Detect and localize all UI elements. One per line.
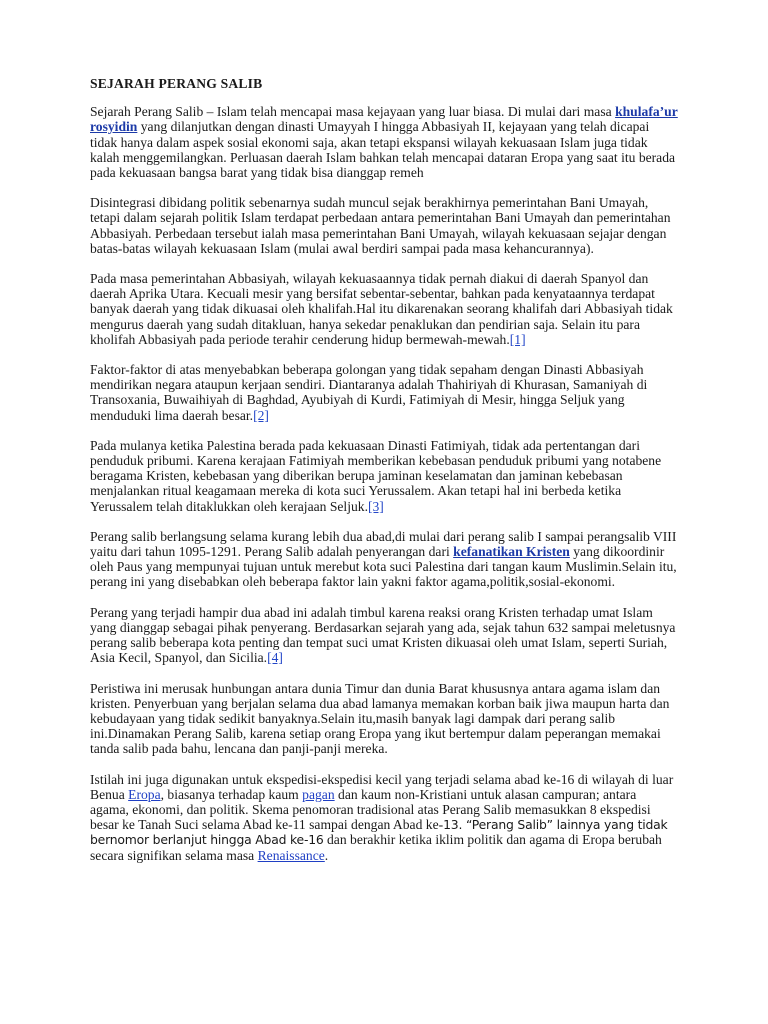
footnote-ref-1[interactable]: [1] — [509, 331, 526, 347]
paragraph-7 — [90, 605, 678, 666]
footnote-ref-4[interactable]: [4] — [267, 650, 283, 666]
paragraph-9 — [90, 772, 678, 863]
paragraph-text: Sejarah Perang Salib – Islam telah mencapai masa kejayaan yang luar biasa. Di mulai dari masa — [90, 104, 616, 120]
paragraph-text: . — [324, 847, 329, 863]
document-title: SEJARAH PERANG SALIB — [90, 76, 263, 91]
link-eropa[interactable]: Eropa — [128, 786, 161, 802]
link-khulafaur-rosyidin[interactable]: khulafa’ur rosyidin — [90, 104, 678, 135]
paragraph-1 — [90, 104, 678, 180]
paragraph-text: dan berakhir ketika iklim politik dan agama di Eropa berubah secara signifikan selama masa — [90, 832, 662, 863]
paragraph-text: Faktor-faktor di atas menyebabkan beberapa golongan yang tidak sepaham dengan Dinasti Abbasiyah mendirikan negara ataupun kerjaan sendiri. Diantaranya adalah Thahiriyah di Khurasan, Samaniyah di Transoxania, Buwaihiyah di Baghdad, Ayubiyah di Kurdi, Fatimiyah di Mesir, hingga Seljuk yang menduduki lima daerah besar. — [90, 362, 648, 423]
paragraph-3 — [90, 271, 678, 347]
footnote-ref-3[interactable]: [3] — [367, 498, 384, 514]
paragraph-text: yang dilanjutkan dengan dinasti Umayyah I hingga Abbasiyah II, kejayaan yang telah dicapai tidak hanya dalam aspek sosial ekonomi saja, akan tetapi ekspansi wilayah kekuasaan Islam juga tidak kalah menggemilangkan. Perluasan daerah Islam bahkan telah mencapai dataran Eropa yang saat itu berada pada kekuasaan bangsa barat yang tidak bisa dianggap remeh — [90, 119, 676, 181]
link-pagan[interactable]: pagan — [302, 786, 335, 802]
paragraph-5 — [90, 438, 678, 514]
paragraph-text: Pada masa pemerintahan Abbasiyah, wilayah kekuasaannya tidak pernah diakui di daerah Spanyol dan daerah Aprika Utara. Kecuali mesir yang bersifat sebentar-sebentar, bahkan pada kenyataannya terdapat banyak daerah yang tidak dikuasai oleh khalifah.Hal itu dikarenakan seorang khalifah dari Abbasiyah tidak mengurus daerah yang sudah ditakluan, hanya sekedar penaklukan dan pendirian saja. Selain itu para kholifah Abbasiyah pada periode terahir cenderung hidup bermewah-mewah. — [90, 271, 673, 347]
paragraph-2: Disintegrasi dibidang politik sebenarnya sudah muncul sejak berakhirnya pemerintahan Bani Umayah, tetapi dalam sejarah politik Islam terdapat perbedaan antara pemerintahan Bani Umayah dan pemerintahan Abbasiyah. Perbedaan tersebut ialah masa pemerintahan Bani Umayah, wilayah kekuasaan sejajar dengan batas-batas wilayah kekuasaan Islam (mulai awal berdiri sampai pada masa kehancurannya). — [90, 195, 671, 256]
link-renaissance[interactable]: Renaissance — [257, 847, 325, 863]
paragraph-text: Perang salib berlangsung selama kurang lebih dua abad,di mulai dari perang salib I sampai perangsalib VIII yaitu dari tahun 1095-1291. Perang Salib adalah penyerangan dari — [90, 528, 677, 560]
paragraph-text-mono: 13. “Perang Salib” lainnya yang tidak bernomor berlanjut hingga Abad ke-16 — [90, 817, 668, 848]
paragraph-text: Pada mulanya ketika Palestina berada pada kekuasaan Dinasti Fatimiyah, tidak ada pertentangan dari penduduk pribumi. Karena kerajaan Fatimiyah memberikan kebebasan penduduk pribumi yang notabene beragama Kristen, kebebasan yang diberikan berupa jaminan keselamatan dan jaminan kebebasan menjalankan ritual keagamaan mereka di kota suci Yerussalem. Akan tetapi hal ini berbeda ketika Yerussalem telah ditaklukkan oleh kerajaan Seljuk. — [90, 437, 662, 514]
paragraph-8: Peristiwa ini merusak hunbungan antara dunia Timur dan dunia Barat khususnya antara agama islam dan kristen. Penyerbuan yang berjalan selama dua abad lamanya memakan korban baik jiwa maupun harta dan kebudayaan yang tidak sedikit banyaknya.Selain itu,masih banyak lagi dampak dari perang salib ini.Dinamakan Perang Salib, karena setiap orang Eropa yang ikut bertempur dalam peperangan memakai tanda salib pada bahu, lencana dan panji-panji mereka. — [90, 680, 670, 757]
paragraph-text: Perang yang terjadi hampir dua abad ini adalah timbul karena reaksi orang Kristen terhadap umat Islam yang dianggap sebagai pihak penyerang. Berdasarkan sejarah yang ada, sejak tahun 632 sampai meletusnya perang salib beberapa kota penting dan tempat suci umat Kristen dikuasai oleh umat Islam, seperti Suriah, Asia Kecil, Spanyol, dan Sicilia. — [90, 604, 676, 666]
paragraph-6 — [90, 529, 678, 590]
paragraph-text: dan kaum non-Kristiani untuk alasan campuran; antara agama, ekonomi, dan politik. Skema penomoran tradisional atas Perang Salib memasukkan 8 ekspedisi besar ke Tanah Suci selama Abad ke-11 sampai dengan Abad ke- — [90, 786, 651, 833]
footnote-ref-2[interactable]: [2] — [253, 407, 269, 423]
paragraph-text: yang dikoordinir oleh Paus yang mempunyai tujuan untuk merebut kota suci Palestina dari tangan kaum Muslimin.Selain itu, perang ini yang disebabkan oleh beberapa faktor lain yakni faktor agama,politik,sosial-ekonomi. — [90, 544, 677, 590]
paragraph-text: , biasanya terhadap kaum — [160, 786, 303, 802]
link-kefanatikan-kristen[interactable]: kefanatikan Kristen — [453, 544, 570, 560]
paragraph-text: Istilah ini juga digunakan untuk ekspedisi-ekspedisi kecil yang terjadi selama abad ke-16 di wilayah di luar Benua — [90, 771, 674, 802]
paragraph-4 — [90, 362, 678, 423]
